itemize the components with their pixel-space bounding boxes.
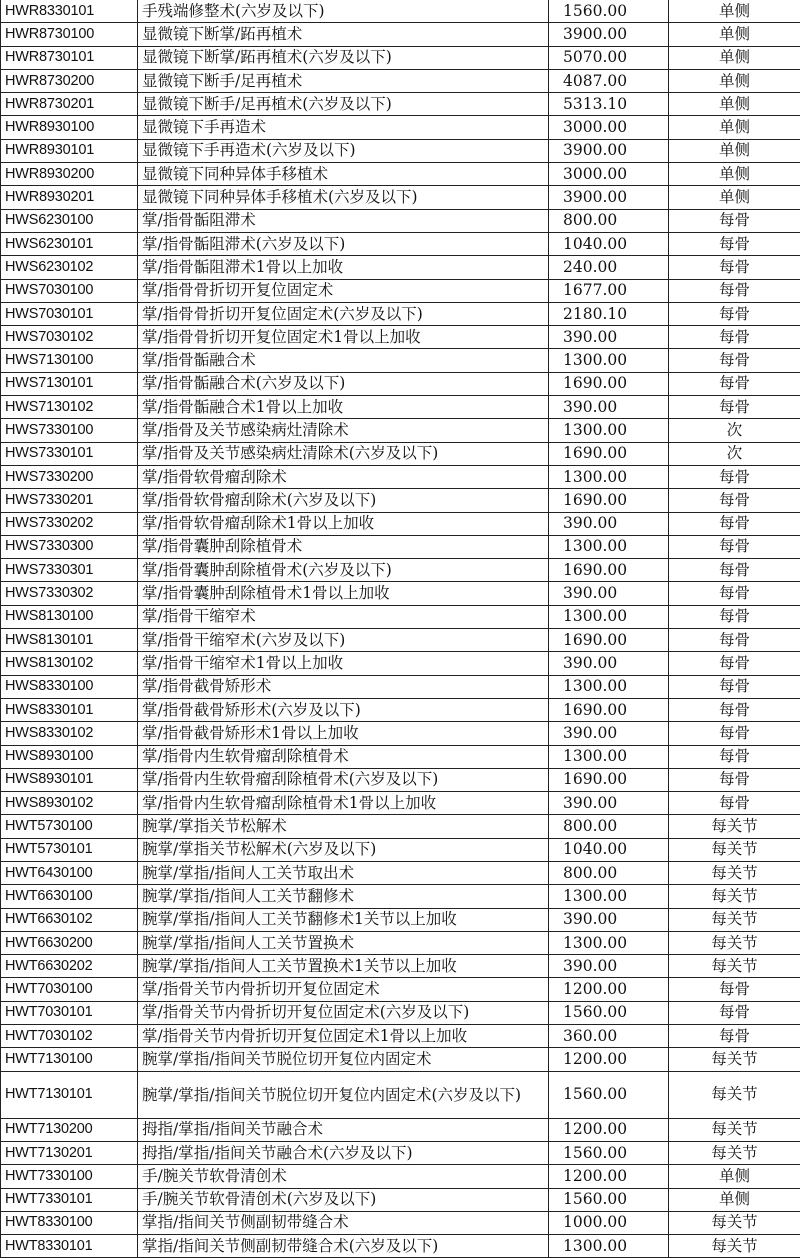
item-unit-cell: 每关节 [669,1141,800,1164]
table-row [1,465,800,488]
item-unit-cell: 每骨 [669,559,800,582]
item-name-cell: 掌/指骨骺阻滞术 [138,209,549,232]
table-row [1,722,800,745]
item-price-cell: 3000.00 [549,116,669,139]
item-unit-cell: 单侧 [669,69,800,92]
item-unit-cell: 单侧 [669,23,800,46]
item-code-cell: HWT6630102 [1,908,138,931]
item-code-cell: HWS7130102 [1,396,138,419]
item-code-cell: HWS7330301 [1,559,138,582]
item-name-cell: 显微镜下同种异体手移植术(六岁及以下) [138,186,549,209]
item-price-cell: 390.00 [549,396,669,419]
item-price-cell: 3900.00 [549,23,669,46]
item-unit-cell: 每骨 [669,489,800,512]
item-code-cell: HWT7130100 [1,1048,138,1071]
item-name-cell: 腕掌/掌指/指间人工关节取出术 [138,861,549,884]
item-code-cell: HWT7030102 [1,1025,138,1048]
item-unit-cell: 每骨 [669,629,800,652]
item-code-cell: HWT5730100 [1,815,138,838]
table-row [1,1048,800,1071]
item-name-cell: 掌/指骨骺融合术 [138,349,549,372]
item-code-cell: HWS7030101 [1,302,138,325]
item-name-cell: 掌/指骨干缩窄术1骨以上加收 [138,652,549,675]
item-unit-cell: 每骨 [669,675,800,698]
item-code-cell: HWS6230100 [1,209,138,232]
item-code-cell: HWS7330100 [1,419,138,442]
table-row [1,815,800,838]
table-row [1,116,800,139]
item-price-cell: 3000.00 [549,163,669,186]
item-price-cell: 1200.00 [549,978,669,1001]
item-price-cell: 1300.00 [549,675,669,698]
table-row [1,582,800,605]
item-price-cell: 1560.00 [549,1141,669,1164]
item-unit-cell: 每骨 [669,1025,800,1048]
item-name-cell: 拇指/掌指/指间关节融合术(六岁及以下) [138,1141,549,1164]
item-code-cell: HWS8130100 [1,605,138,628]
item-unit-cell: 单侧 [669,0,800,23]
table-row [1,256,800,279]
item-price-cell: 1690.00 [549,768,669,791]
table-row [1,0,800,23]
table-row [1,302,800,325]
item-price-cell: 1560.00 [549,0,669,23]
item-name-cell: 掌/指骨骺阻滞术(六岁及以下) [138,232,549,255]
item-price-cell: 390.00 [549,908,669,931]
item-code-cell: HWR8930100 [1,116,138,139]
item-name-cell: 腕掌/掌指/指间人工关节翻修术 [138,885,549,908]
item-unit-cell: 每关节 [669,931,800,954]
item-unit-cell: 每关节 [669,1211,800,1234]
item-name-cell: 显微镜下断掌/跖再植术(六岁及以下) [138,46,549,69]
table-row [1,861,800,884]
item-unit-cell: 每骨 [669,978,800,1001]
table-row [1,1235,800,1258]
table-row [1,69,800,92]
table-row [1,419,800,442]
item-code-cell: HWS8130101 [1,629,138,652]
item-price-cell: 1560.00 [549,1001,669,1024]
table-row [1,931,800,954]
item-unit-cell: 每骨 [669,792,800,815]
item-code-cell: HWS7330300 [1,535,138,558]
item-code-cell: HWT8330101 [1,1235,138,1258]
table-row [1,442,800,465]
item-price-cell: 5313.10 [549,93,669,116]
item-code-cell: HWS8330100 [1,675,138,698]
item-unit-cell: 每关节 [669,955,800,978]
item-code-cell: HWT7130101 [1,1071,138,1118]
item-unit-cell: 单侧 [669,116,800,139]
table-row [1,955,800,978]
fee-table-body [1,0,800,1258]
item-price-cell: 1300.00 [549,605,669,628]
item-price-cell: 1300.00 [549,535,669,558]
item-price-cell: 390.00 [549,512,669,535]
item-unit-cell: 次 [669,419,800,442]
item-price-cell: 1200.00 [549,1118,669,1141]
item-code-cell: HWS8930101 [1,768,138,791]
item-name-cell: 显微镜下手再造术(六岁及以下) [138,139,549,162]
item-price-cell: 1300.00 [549,465,669,488]
item-unit-cell: 每关节 [669,1071,800,1118]
item-price-cell: 1200.00 [549,1165,669,1188]
item-unit-cell: 每骨 [669,396,800,419]
table-row [1,1071,800,1118]
item-name-cell: 手残端修整术(六岁及以下) [138,0,549,23]
item-price-cell: 1040.00 [549,232,669,255]
item-code-cell: HWS7330201 [1,489,138,512]
item-unit-cell: 单侧 [669,93,800,116]
item-price-cell: 4087.00 [549,69,669,92]
item-price-cell: 800.00 [549,815,669,838]
item-name-cell: 显微镜下断掌/跖再植术 [138,23,549,46]
item-unit-cell: 每骨 [669,768,800,791]
item-code-cell: HWR8930200 [1,163,138,186]
item-price-cell: 1690.00 [549,489,669,512]
item-unit-cell: 每骨 [669,652,800,675]
item-unit-cell: 每骨 [669,302,800,325]
item-code-cell: HWS8130102 [1,652,138,675]
item-price-cell: 800.00 [549,861,669,884]
item-price-cell: 1690.00 [549,698,669,721]
item-code-cell: HWS7330202 [1,512,138,535]
table-row [1,652,800,675]
item-name-cell: 手/腕关节软骨清创术 [138,1165,549,1188]
table-row [1,279,800,302]
item-name-cell: 掌/指骨截骨矫形术1骨以上加收 [138,722,549,745]
item-unit-cell: 次 [669,442,800,465]
item-unit-cell: 每关节 [669,815,800,838]
item-price-cell: 1300.00 [549,745,669,768]
item-name-cell: 掌指/指间关节侧副韧带缝合术(六岁及以下) [138,1235,549,1258]
table-row [1,93,800,116]
table-row [1,139,800,162]
item-price-cell: 1677.00 [549,279,669,302]
item-name-cell: 腕掌/掌指关节松解术 [138,815,549,838]
item-unit-cell: 每关节 [669,1048,800,1071]
item-unit-cell: 每骨 [669,279,800,302]
item-name-cell: 掌/指骨关节内骨折切开复位固定术 [138,978,549,1001]
item-price-cell: 1690.00 [549,559,669,582]
table-row [1,209,800,232]
table-row [1,163,800,186]
item-code-cell: HWT7130201 [1,1141,138,1164]
item-name-cell: 掌/指骨干缩窄术 [138,605,549,628]
item-price-cell: 360.00 [549,1025,669,1048]
item-unit-cell: 单侧 [669,139,800,162]
item-price-cell: 1000.00 [549,1211,669,1234]
item-price-cell: 1690.00 [549,629,669,652]
item-name-cell: 腕掌/掌指/指间关节脱位切开复位内固定术(六岁及以下) [138,1071,549,1118]
item-price-cell: 1560.00 [549,1188,669,1211]
table-row [1,46,800,69]
item-name-cell: 掌/指骨截骨矫形术(六岁及以下) [138,698,549,721]
table-row [1,675,800,698]
table-row [1,978,800,1001]
item-price-cell: 1300.00 [549,885,669,908]
item-code-cell: HWS6230102 [1,256,138,279]
table-row [1,349,800,372]
item-name-cell: 掌/指骨囊肿刮除植骨术1骨以上加收 [138,582,549,605]
item-price-cell: 1200.00 [549,1048,669,1071]
table-row [1,559,800,582]
item-code-cell: HWT7030101 [1,1001,138,1024]
table-row [1,629,800,652]
item-code-cell: HWS7130101 [1,372,138,395]
table-row [1,1141,800,1164]
table-row [1,1118,800,1141]
item-unit-cell: 每关节 [669,838,800,861]
item-price-cell: 1300.00 [549,931,669,954]
item-code-cell: HWR8730100 [1,23,138,46]
item-price-cell: 1300.00 [549,419,669,442]
item-unit-cell: 单侧 [669,46,800,69]
item-name-cell: 掌/指骨软骨瘤刮除术(六岁及以下) [138,489,549,512]
item-unit-cell: 每骨 [669,372,800,395]
item-name-cell: 显微镜下断手/足再植术(六岁及以下) [138,93,549,116]
item-code-cell: HWR8930201 [1,186,138,209]
table-row [1,838,800,861]
item-code-cell: HWR8730200 [1,69,138,92]
item-name-cell: 掌/指骨囊肿刮除植骨术(六岁及以下) [138,559,549,582]
item-name-cell: 显微镜下断手/足再植术 [138,69,549,92]
item-unit-cell: 每关节 [669,1118,800,1141]
item-name-cell: 掌/指骨关节内骨折切开复位固定术(六岁及以下) [138,1001,549,1024]
table-row [1,1001,800,1024]
table-row [1,535,800,558]
item-code-cell: HWT5730101 [1,838,138,861]
table-row [1,768,800,791]
item-unit-cell: 每骨 [669,209,800,232]
item-code-cell: HWS8930100 [1,745,138,768]
table-row [1,1165,800,1188]
item-unit-cell: 单侧 [669,163,800,186]
table-row [1,885,800,908]
item-name-cell: 掌/指骨内生软骨瘤刮除植骨术(六岁及以下) [138,768,549,791]
item-name-cell: 掌/指骨及关节感染病灶清除术 [138,419,549,442]
item-name-cell: 掌/指骨骺融合术1骨以上加收 [138,396,549,419]
table-row [1,1188,800,1211]
item-price-cell: 2180.10 [549,302,669,325]
table-row [1,1211,800,1234]
item-unit-cell: 每骨 [669,722,800,745]
table-row [1,698,800,721]
item-price-cell: 800.00 [549,209,669,232]
item-name-cell: 腕掌/掌指/指间人工关节置换术1关节以上加收 [138,955,549,978]
item-price-cell: 1300.00 [549,349,669,372]
item-code-cell: HWS7130100 [1,349,138,372]
item-code-cell: HWT6630200 [1,931,138,954]
item-price-cell: 240.00 [549,256,669,279]
item-code-cell: HWR8330101 [1,0,138,23]
item-unit-cell: 每骨 [669,232,800,255]
item-price-cell: 1560.00 [549,1071,669,1118]
item-price-cell: 1300.00 [549,1235,669,1258]
item-price-cell: 390.00 [549,792,669,815]
item-name-cell: 显微镜下手再造术 [138,116,549,139]
item-price-cell: 390.00 [549,582,669,605]
item-code-cell: HWS7330101 [1,442,138,465]
item-unit-cell: 单侧 [669,186,800,209]
item-code-cell: HWT6630202 [1,955,138,978]
table-row [1,232,800,255]
item-name-cell: 腕掌/掌指/指间人工关节置换术 [138,931,549,954]
item-code-cell: HWT7030100 [1,978,138,1001]
item-unit-cell: 每骨 [669,698,800,721]
item-code-cell: HWS8330102 [1,722,138,745]
item-unit-cell: 每骨 [669,256,800,279]
table-row [1,489,800,512]
item-unit-cell: 每骨 [669,1001,800,1024]
item-name-cell: 腕掌/掌指/指间关节脱位切开复位内固定术 [138,1048,549,1071]
item-name-cell: 掌/指骨及关节感染病灶清除术(六岁及以下) [138,442,549,465]
item-name-cell: 掌/指骨关节内骨折切开复位固定术1骨以上加收 [138,1025,549,1048]
item-code-cell: HWT7130200 [1,1118,138,1141]
item-unit-cell: 每关节 [669,885,800,908]
item-price-cell: 3900.00 [549,139,669,162]
item-code-cell: HWT7330100 [1,1165,138,1188]
item-code-cell: HWT6430100 [1,861,138,884]
table-row [1,372,800,395]
item-name-cell: 掌/指骨软骨瘤刮除术1骨以上加收 [138,512,549,535]
item-name-cell: 掌/指骨软骨瘤刮除术 [138,465,549,488]
item-code-cell: HWS7030102 [1,326,138,349]
table-row [1,605,800,628]
item-code-cell: HWS7030100 [1,279,138,302]
item-name-cell: 显微镜下同种异体手移植术 [138,163,549,186]
item-unit-cell: 每骨 [669,512,800,535]
item-code-cell: HWR8930101 [1,139,138,162]
table-row [1,908,800,931]
item-name-cell: 掌指/指间关节侧副韧带缝合术 [138,1211,549,1234]
item-name-cell: 掌/指骨截骨矫形术 [138,675,549,698]
item-code-cell: HWT8330100 [1,1211,138,1234]
item-code-cell: HWT7330101 [1,1188,138,1211]
item-code-cell: HWS8330101 [1,698,138,721]
item-code-cell: HWS7330200 [1,465,138,488]
item-price-cell: 390.00 [549,955,669,978]
item-unit-cell: 每关节 [669,861,800,884]
item-unit-cell: 单侧 [669,1165,800,1188]
item-price-cell: 1690.00 [549,372,669,395]
item-name-cell: 掌/指骨骺阻滞术1骨以上加收 [138,256,549,279]
item-unit-cell: 每骨 [669,465,800,488]
item-code-cell: HWS8930102 [1,792,138,815]
item-name-cell: 掌/指骨骨折切开复位固定术1骨以上加收 [138,326,549,349]
item-code-cell: HWR8730201 [1,93,138,116]
item-price-cell: 390.00 [549,652,669,675]
table-row [1,512,800,535]
item-name-cell: 腕掌/掌指关节松解术(六岁及以下) [138,838,549,861]
item-unit-cell: 每骨 [669,535,800,558]
item-name-cell: 掌/指骨骺融合术(六岁及以下) [138,372,549,395]
item-name-cell: 掌/指骨骨折切开复位固定术 [138,279,549,302]
item-name-cell: 掌/指骨干缩窄术(六岁及以下) [138,629,549,652]
item-unit-cell: 每骨 [669,745,800,768]
item-code-cell: HWS7330302 [1,582,138,605]
table-row [1,23,800,46]
item-name-cell: 掌/指骨内生软骨瘤刮除植骨术1骨以上加收 [138,792,549,815]
item-code-cell: HWR8730101 [1,46,138,69]
item-unit-cell: 每骨 [669,605,800,628]
item-name-cell: 腕掌/掌指/指间人工关节翻修术1关节以上加收 [138,908,549,931]
item-name-cell: 手/腕关节软骨清创术(六岁及以下) [138,1188,549,1211]
table-row [1,326,800,349]
item-price-cell: 390.00 [549,722,669,745]
item-unit-cell: 每骨 [669,326,800,349]
item-price-cell: 1690.00 [549,442,669,465]
table-row [1,396,800,419]
item-name-cell: 掌/指骨骨折切开复位固定术(六岁及以下) [138,302,549,325]
item-price-cell: 5070.00 [549,46,669,69]
table-row [1,745,800,768]
item-unit-cell: 每骨 [669,349,800,372]
item-code-cell: HWT6630100 [1,885,138,908]
item-name-cell: 掌/指骨囊肿刮除植骨术 [138,535,549,558]
table-row [1,792,800,815]
table-row [1,186,800,209]
item-unit-cell: 每骨 [669,582,800,605]
item-name-cell: 拇指/掌指/指间关节融合术 [138,1118,549,1141]
item-unit-cell: 单侧 [669,1188,800,1211]
item-price-cell: 1040.00 [549,838,669,861]
item-unit-cell: 每关节 [669,1235,800,1258]
item-price-cell: 390.00 [549,326,669,349]
item-price-cell: 3900.00 [549,186,669,209]
item-unit-cell: 每关节 [669,908,800,931]
table-row [1,1025,800,1048]
item-code-cell: HWS6230101 [1,232,138,255]
item-name-cell: 掌/指骨内生软骨瘤刮除植骨术 [138,745,549,768]
